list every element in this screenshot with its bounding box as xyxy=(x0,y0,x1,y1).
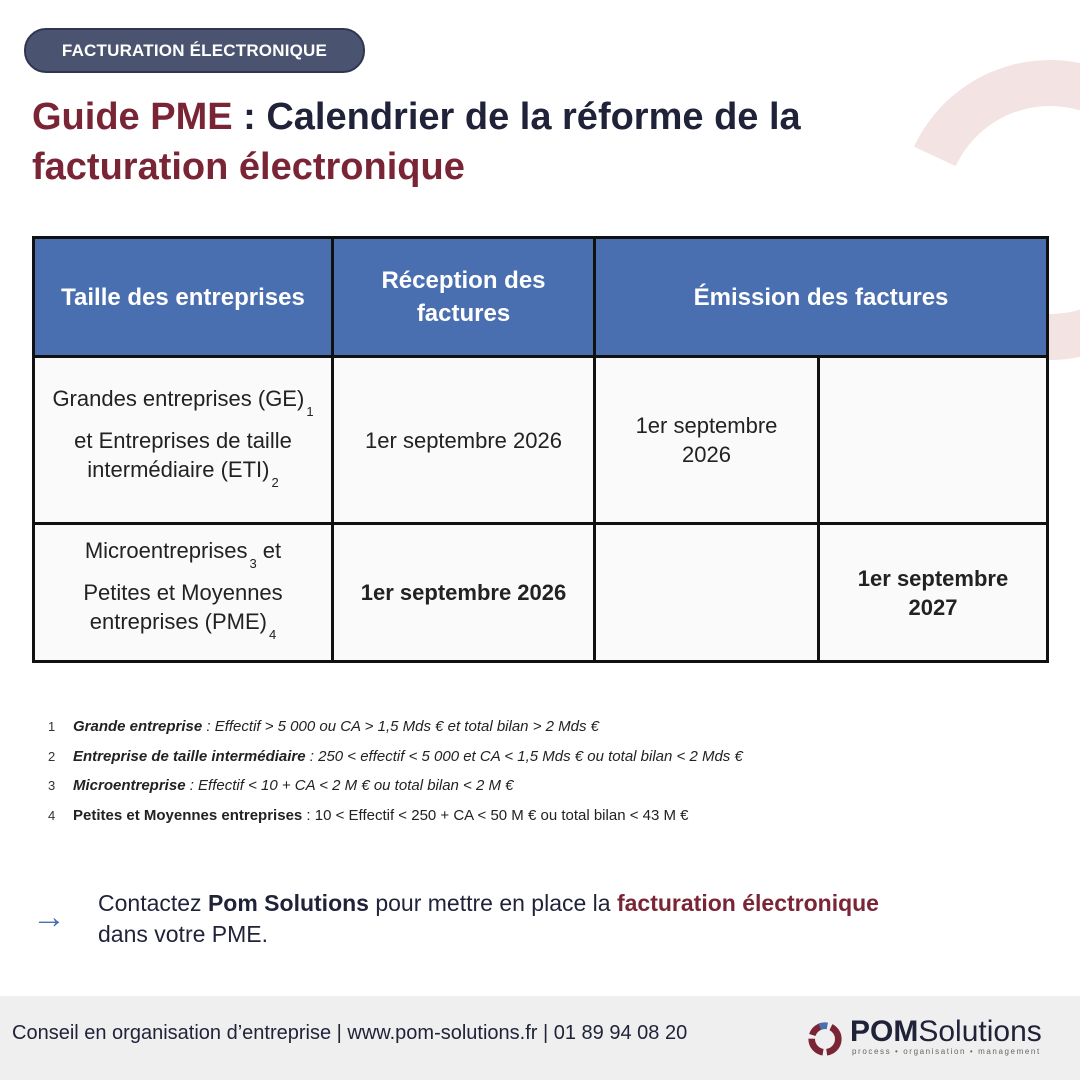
footnote-text xyxy=(73,777,514,794)
segment-label: Grandes entreprises (GE) xyxy=(52,385,305,411)
title-middle: : Calendrier de la réforme de la xyxy=(232,96,801,138)
footnote-text xyxy=(73,748,743,765)
cta-brand: Pom Solutions xyxy=(207,890,369,916)
logo-bold: POM xyxy=(850,1015,919,1048)
emission-date-2026: 1er septembre 2026 xyxy=(595,357,819,524)
logo-wordmark xyxy=(850,1016,1042,1048)
footnote-definition: : Effectif < 10 + CA < 2 M € ou total bilan < 2 M € xyxy=(185,777,514,795)
footnote-number: 2 xyxy=(48,748,56,764)
cta-text: pour mettre en place la xyxy=(368,890,617,916)
footnote-ref: 4 xyxy=(269,627,277,642)
footnote-term: Petites et Moyennes entreprises xyxy=(73,806,303,824)
footnote-term: Entreprise de taille intermédiaire xyxy=(73,747,306,765)
segment-cell xyxy=(34,357,333,524)
footnote-number: 3 xyxy=(48,778,56,794)
cta-text: Contactez xyxy=(98,890,208,916)
footnote-ref: 1 xyxy=(306,403,314,419)
emission-date-2027 xyxy=(819,357,1048,524)
emission-date-2027: 1er septembre 2027 xyxy=(819,524,1048,662)
arrow-right-icon: → xyxy=(32,898,66,936)
header-company-size: Taille des entreprises xyxy=(34,238,333,357)
title-accent: facturation électronique xyxy=(32,146,465,188)
title-guide: Guide PME xyxy=(32,96,233,138)
category-tag: FACTURATION ÉLECTRONIQUE xyxy=(24,28,365,73)
footnote-text xyxy=(73,807,689,824)
header-emission: Émission des factures xyxy=(595,238,1048,357)
footer xyxy=(0,996,1080,1080)
footnote-item xyxy=(48,801,948,831)
pom-solutions-logo xyxy=(806,1016,1066,1060)
footnote-item xyxy=(48,771,948,801)
footnote-definition: : 250 < effectif < 5 000 et CA < 1,5 Mds € ou total bilan < 2 Mds € xyxy=(305,747,743,765)
cta-accent: facturation électronique xyxy=(616,890,879,916)
footnote-term: Microentreprise xyxy=(73,777,186,795)
cta-text: dans votre PME. xyxy=(98,921,269,947)
footnote-ref: 2 xyxy=(271,474,279,490)
call-to-action xyxy=(32,888,1032,950)
footnote-definition: : Effectif > 5 000 ou CA > 1,5 Mds € et total bilan > 2 Mds € xyxy=(202,718,599,736)
reception-date: 1er septembre 2026 xyxy=(333,357,595,524)
footnote-ref: 3 xyxy=(249,556,257,571)
footnote-number: 1 xyxy=(48,719,56,735)
logo-light: Solutions xyxy=(918,1015,1042,1048)
footer-contact: Conseil en organisation d’entreprise | www.pom-solutions.fr | 01 89 94 08 20 xyxy=(12,1022,688,1044)
footnotes xyxy=(48,712,948,830)
table-row xyxy=(34,357,1048,524)
logo-ring-icon xyxy=(806,1020,844,1058)
footnote-item xyxy=(48,712,948,742)
segment-label-cont: et Petites et Moyennes entreprises (PME) xyxy=(83,538,283,634)
page-title xyxy=(32,92,892,192)
emission-date-2026 xyxy=(595,524,819,662)
footnote-definition: : 10 < Effectif < 250 + CA < 50 M € ou total bilan < 43 M € xyxy=(302,806,689,824)
table-row xyxy=(34,524,1048,662)
header-reception: Réception des factures xyxy=(333,238,595,357)
footnote-text xyxy=(73,718,599,735)
footnote-number: 4 xyxy=(48,807,56,823)
footnote-term: Grande entreprise xyxy=(73,718,203,736)
reform-calendar-table xyxy=(32,236,1049,663)
segment-label: Microentreprises xyxy=(84,538,248,563)
cta-message xyxy=(98,888,879,950)
reception-date: 1er septembre 2026 xyxy=(333,524,595,662)
segment-label-cont: et Entreprises de taille intermédiaire (ETI) xyxy=(74,427,292,482)
segment-cell xyxy=(34,524,333,662)
logo-tagline: process • organisation • management xyxy=(852,1047,1041,1056)
footnote-item xyxy=(48,742,948,772)
